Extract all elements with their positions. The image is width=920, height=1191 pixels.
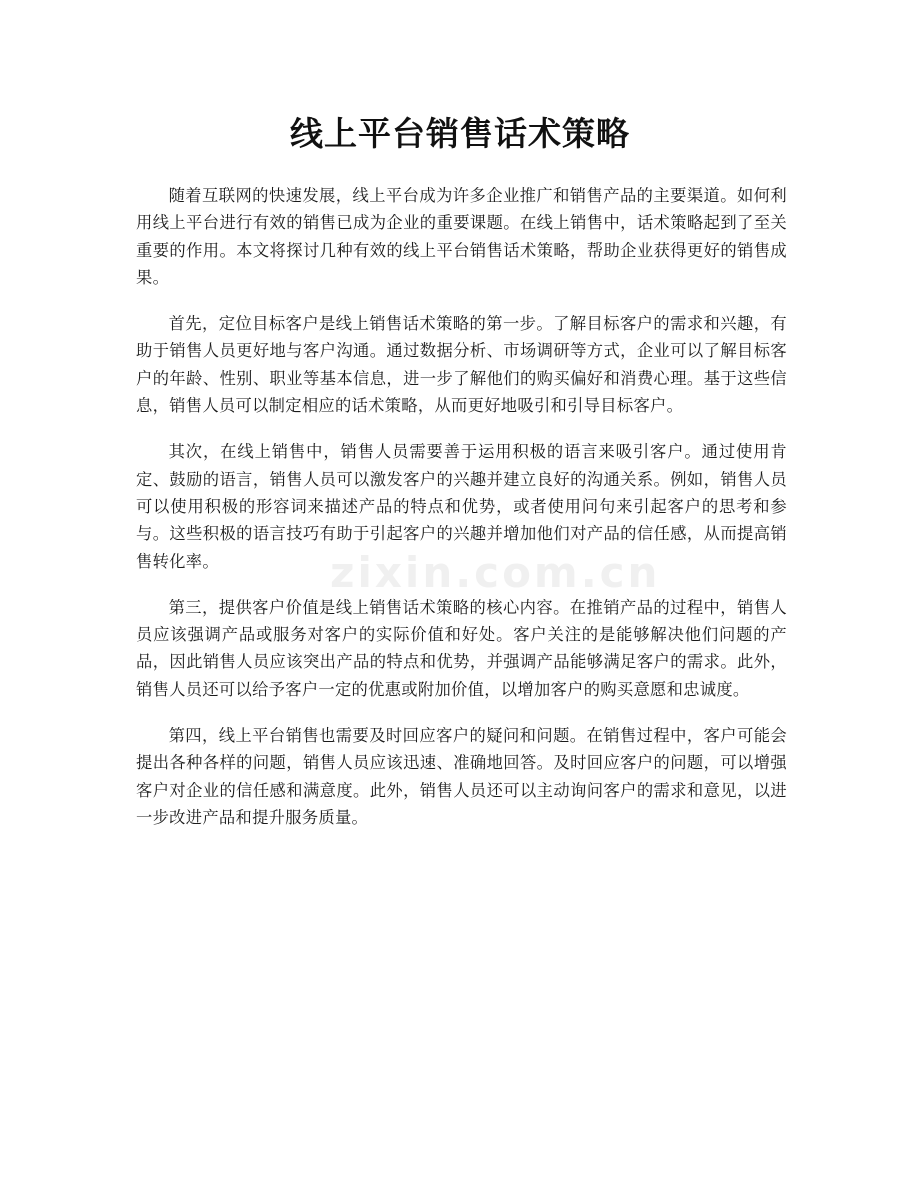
paragraph-second: 其次，在线上销售中，销售人员需要善于运用积极的语言来吸引客户。通过使用肯定、鼓励的语言，销售人员可以激发客户的兴趣并建立良好的沟通关系。例如，销售人员可以使用积极的形容词来描述产品的特点和优势，或者使用问句来引起客户的思考和参与。这些积极的语言技巧有助于引起客户的兴趣并增加他们对产品的信任感，从而提高销售转化率。 — [136, 442, 787, 571]
paragraph-third: 第三，提供客户价值是线上销售话术策略的核心内容。在推销产品的过程中，销售人员应该强调产品或服务对客户的实际价值和好处。客户关注的是能够解决他们问题的产品，因此销售人员应该突出产品的特点和优势，并强调产品能够满足客户的需求。此外，销售人员还可以给予客户一定的优惠或附加价值，以增加客户的购买意愿和忠诚度。 — [136, 597, 787, 699]
document-title: 线上平台销售话术策略 — [290, 114, 630, 153]
document-body — [136, 182, 787, 850]
paragraph-fourth: 第四，线上平台销售也需要及时回应客户的疑问和问题。在销售过程中，客户可能会提出各种各样的问题，销售人员应该迅速、准确地回答。及时回应客户的问题，可以增强客户对企业的信任感和满意度。此外，销售人员还可以主动询问客户的需求和意见，以进一步改进产品和提升服务质量。 — [136, 726, 787, 827]
paragraph-intro: 随着互联网的快速发展，线上平台成为许多企业推广和销售产品的主要渠道。如何利用线上平台进行有效的销售已成为企业的重要课题。在线上销售中，话术策略起到了至关重要的作用。本文将探讨几种有效的线上平台销售话术策略，帮助企业获得更好的销售成果。 — [136, 186, 787, 287]
watermark: zixin.com.cn — [330, 548, 661, 597]
paragraph-first: 首先，定位目标客户是线上销售话术策略的第一步。了解目标客户的需求和兴趣，有助于销售人员更好地与客户沟通。通过数据分析、市场调研等方式，企业可以了解目标客户的年龄、性别、职业等基本信息，进一步了解他们的购买偏好和消费心理。基于这些信息，销售人员可以制定相应的话术策略，从而更好地吸引和引导目标客户。 — [136, 314, 787, 416]
